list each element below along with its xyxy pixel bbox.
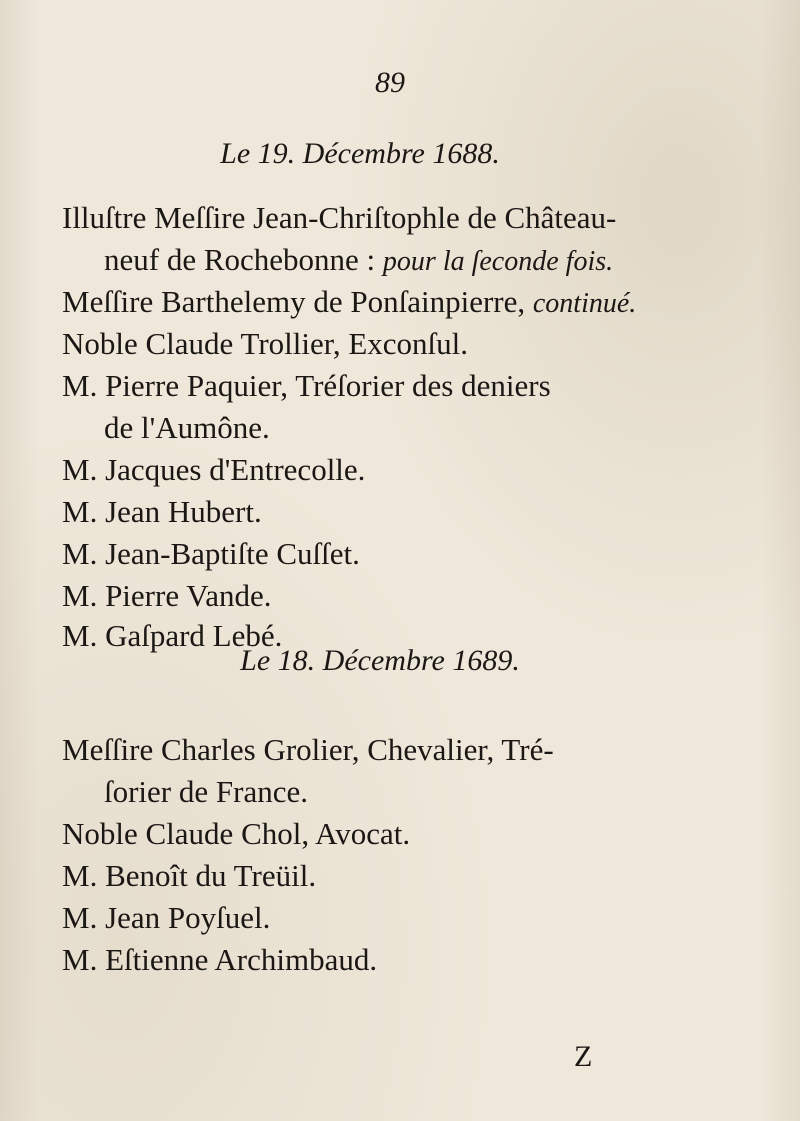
section-heading-1688: Le 19. Décembre 1688. xyxy=(220,137,500,170)
entry-line: M. Jean Hubert. xyxy=(62,494,262,529)
section-heading-1689: Le 18. Décembre 1689. xyxy=(240,644,520,677)
entry-line: Illuſtre Meſſire Jean-Chriſtophle de Château- xyxy=(62,200,617,235)
entry-line: M. Benoît du Treüil. xyxy=(62,858,317,893)
entry-line: M. Jean-Baptiſte Cuſſet. xyxy=(62,536,360,571)
entry-line: Meſſire Charles Grolier, Chevalier, Tré- xyxy=(62,732,554,767)
entry-line: M. Jean Poyſuel. xyxy=(62,900,271,935)
entry-line: M. Gaſpard Lebé. xyxy=(62,618,283,653)
entry-line: de l'Aumône. xyxy=(104,410,270,445)
entry-line: M. Pierre Paquier, Tréſorier des deniers xyxy=(62,368,551,403)
entry-line: M. Eſtienne Archimbaud. xyxy=(62,942,378,977)
entry-line: Meſſire Barthelemy de Ponſainpierre, continué. xyxy=(62,284,637,319)
catchword: Z xyxy=(574,1040,593,1073)
entry-line: Noble Claude Chol, Avocat. xyxy=(62,816,411,851)
entry-line: neuf de Rochebonne : pour la ſeconde fois. xyxy=(104,242,614,277)
entry-line: Noble Claude Trollier, Exconſul. xyxy=(62,326,469,361)
page-number: 89 xyxy=(375,66,405,99)
entry-line: ſorier de France. xyxy=(104,774,308,809)
entry-line: M. Pierre Vande. xyxy=(62,578,272,613)
entry-line: M. Jacques d'Entrecolle. xyxy=(62,452,366,487)
